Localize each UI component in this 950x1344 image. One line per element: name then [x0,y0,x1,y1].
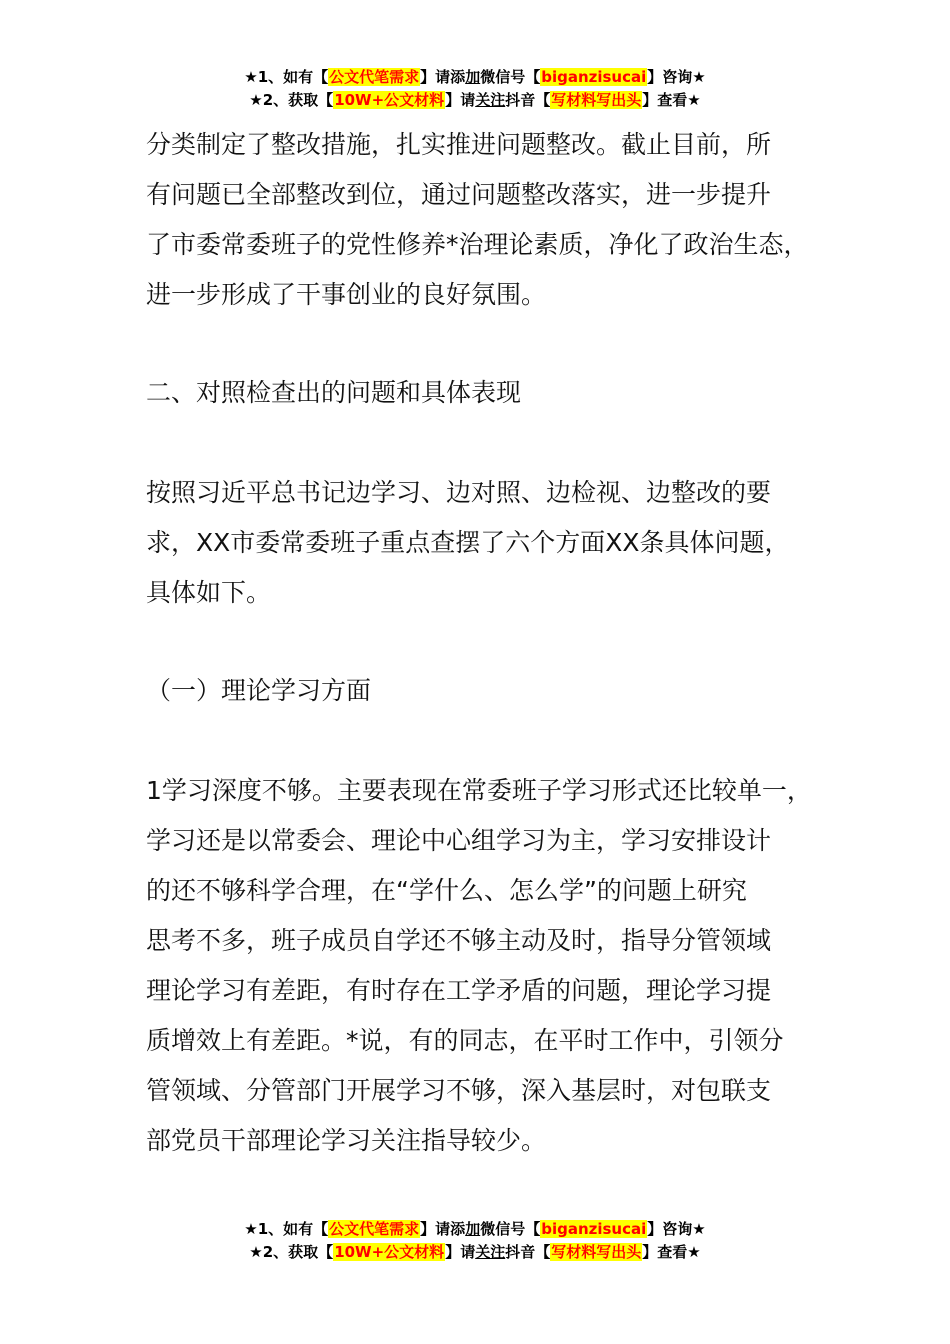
text-line: 了市委常委班子的党性修养*治理论素质，净化了政治生态， [146,230,809,259]
text-line: 分类制定了整改措施，扎实推进问题整改。截止目前，所 [146,130,772,159]
text-line: 质增效上有差距。*说，有的同志，在平时工作中，引领分 [146,1026,784,1055]
banner-text: 】查看★ [642,1243,701,1261]
banner-line-1 [0,66,950,89]
highlight-wechat-id: biganzisucai [541,68,647,86]
highlight-douyin: 写材料写出头 [551,91,642,109]
underlined-text: 关注 [475,91,506,109]
text-line: 按照习近平总书记边学习、边对照、边检视、边整改的要 [146,478,772,507]
banner-text: 抖音【 [505,91,551,109]
highlight-service: 公文代笔需求 [329,1220,420,1238]
banner-text: 微信号【 [480,68,541,86]
paragraph-intro [146,468,846,618]
header-banner [0,66,950,112]
text-line: 1学习深度不够。主要表现在常委班子学习形式还比较单一， [146,776,812,805]
banner-text: 抖音【 [505,1243,551,1261]
footer-banner [0,1218,950,1264]
text-line: 部党员干部理论学习关注指导较少。 [146,1126,547,1155]
banner-text: 】查看★ [642,91,701,109]
heading-text: 二、对照检查出的问题和具体表现 [146,378,522,407]
paragraph-study-depth [146,766,846,1166]
banner-text: 微信号【 [480,1220,541,1238]
underlined-text: 加 [465,68,481,86]
highlight-service: 公文代笔需求 [329,68,420,86]
banner-text: 】请 [445,1243,476,1261]
highlight-douyin: 写材料写出头 [551,1243,642,1261]
text-line: 有问题已全部整改到位，通过问题整改落实，进一步提升 [146,180,772,209]
text-line: 思考不多，班子成员自学还不够主动及时，指导分管领域 [146,926,772,955]
highlight-wechat-id: biganzisucai [541,1220,647,1238]
text-line: 学习还是以常委会、理论中心组学习为主，学习安排设计 [146,826,772,855]
text-line: 进一步形成了干事创业的良好氛围。 [146,280,547,309]
text-line: 的还不够科学合理，在“学什么、怎么学”的问题上研究 [146,876,747,905]
banner-text: 】请 [445,91,476,109]
banner-text: ★2、获取【 [249,1243,334,1261]
banner-text: ★1、如有【 [244,1220,329,1238]
banner-text: 】咨询★ [647,68,706,86]
text-line: 求，XX市委常委班子重点查摆了六个方面XX条具体问题， [146,528,790,557]
underlined-text: 关注 [475,1243,506,1261]
highlight-materials: 10W+公文材料 [334,91,445,109]
banner-text: 】咨询★ [647,1220,706,1238]
heading-text: （一）理论学习方面 [146,676,372,705]
underlined-text: 加 [465,1220,481,1238]
banner-text: ★2、获取【 [249,91,334,109]
section-heading-2 [146,368,846,418]
paragraph-rectification-summary [146,120,846,320]
banner-line-1 [0,1218,950,1241]
banner-text: ★1、如有【 [244,68,329,86]
banner-text: 】请添 [420,68,466,86]
subsection-heading-1 [146,666,846,716]
banner-line-2 [0,89,950,112]
text-line: 管领域、分管部门开展学习不够，深入基层时，对包联支 [146,1076,772,1105]
text-line: 具体如下。 [146,578,272,607]
highlight-materials: 10W+公文材料 [334,1243,445,1261]
banner-text: 】请添 [420,1220,466,1238]
text-line: 理论学习有差距，有时存在工学矛盾的问题，理论学习提 [146,976,772,1005]
banner-line-2 [0,1241,950,1264]
